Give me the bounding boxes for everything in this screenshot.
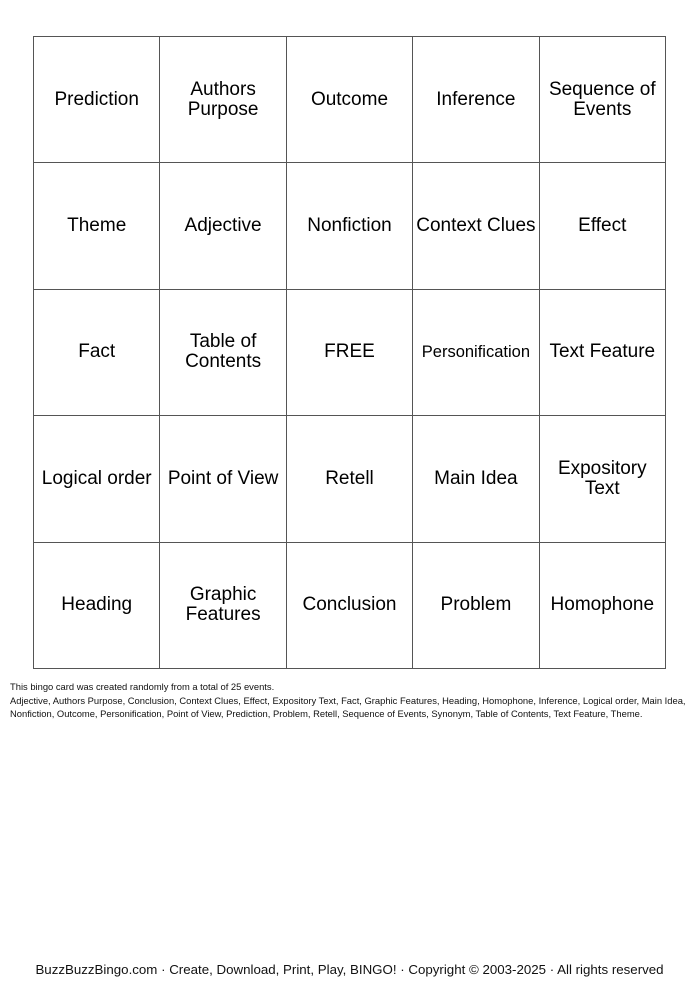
bingo-cell: Authors Purpose	[160, 37, 286, 163]
bingo-cell: Personification	[413, 290, 539, 416]
bingo-cell: Adjective	[160, 163, 286, 289]
bingo-cell: Heading	[34, 543, 160, 669]
bingo-cell: Nonfiction	[287, 163, 413, 289]
bingo-cell: Outcome	[287, 37, 413, 163]
bingo-cell: Point of View	[160, 416, 286, 542]
bingo-cell: Problem	[413, 543, 539, 669]
bingo-cell: Prediction	[34, 37, 160, 163]
bingo-cell: Text Feature	[540, 290, 666, 416]
bingo-cell: Retell	[287, 416, 413, 542]
bingo-cell: Context Clues	[413, 163, 539, 289]
footer-copyright: BuzzBuzzBingo.com · Create, Download, Print, Play, BINGO! · Copyright © 2003-2025 · All rights reserved	[35, 962, 664, 977]
bingo-cell: Theme	[34, 163, 160, 289]
bingo-card-grid	[33, 36, 666, 669]
bingo-cell: Homophone	[540, 543, 666, 669]
bingo-cell: Main Idea	[413, 416, 539, 542]
bingo-cell: Conclusion	[287, 543, 413, 669]
bingo-cell: Graphic Features	[160, 543, 286, 669]
bingo-cell: Fact	[34, 290, 160, 416]
bingo-cell: Expository Text	[540, 416, 666, 542]
card-summary: This bingo card was created randomly from a total of 25 events.	[10, 681, 275, 692]
bingo-cell: Inference	[413, 37, 539, 163]
events-list: Adjective, Authors Purpose, Conclusion, Context Clues, Effect, Expository Text, Fact, Graphic Features, Heading, Homophone, Inference, Logical order, Main Idea, Nonfiction, Outcome, Personification, Point of View, Prediction, Problem, Retell, Sequence of Events, Synonym, Table of Contents, Text Feature, Theme.	[10, 694, 686, 719]
bingo-cell: Logical order	[34, 416, 160, 542]
bingo-cell: Sequence of Events	[540, 37, 666, 163]
card-info	[10, 680, 690, 721]
bingo-free-cell: FREE	[287, 290, 413, 416]
bingo-cell: Effect	[540, 163, 666, 289]
bingo-cell: Table of Contents	[160, 290, 286, 416]
